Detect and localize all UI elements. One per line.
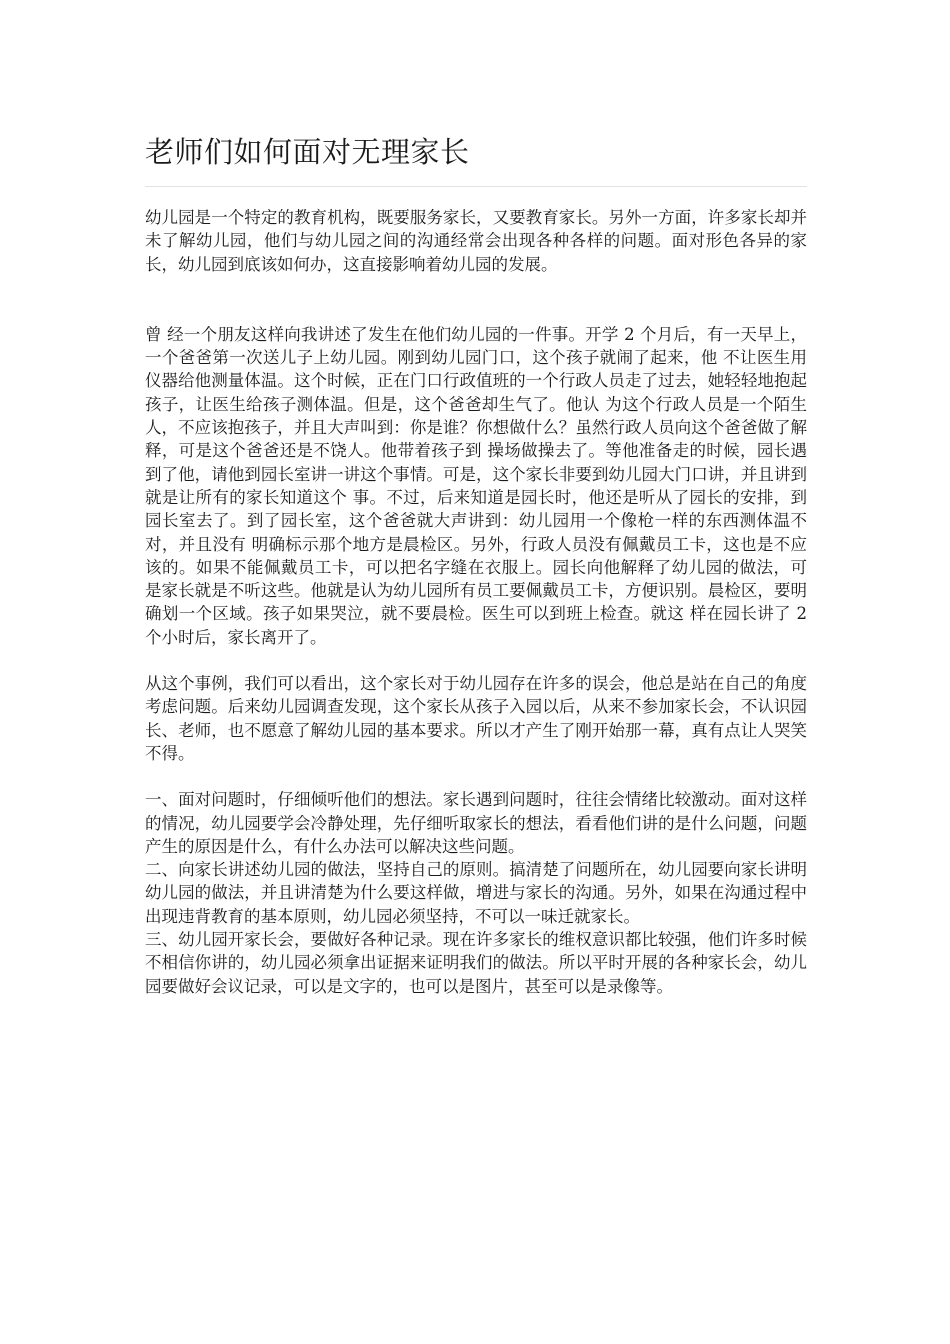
- paragraph-point-2: 二、向家长讲述幼儿园的做法，坚持自己的原则。搞清楚了问题所在，幼儿园要向家长讲明幼儿园的做法，并且讲清楚为什么要这样做，增进与家长的沟通。另外，如果在沟通过程中出现违背教育的基本原则，幼儿园必须坚持，不可以一味迁就家长。: [145, 860, 807, 926]
- paragraph-intro: 幼儿园是一个特定的教育机构，既要服务家长，又要教育家长。另外一方面，许多家长却并未了解幼儿园，他们与幼儿园之间的沟通经常会出现各种各样的问题。面对形色各异的家长，幼儿园到底该如何办，这直接影响着幼儿园的发展。: [145, 208, 807, 274]
- paragraph-spacer: [145, 649, 807, 672]
- title-divider: [145, 186, 807, 187]
- document-body: [145, 206, 807, 998]
- paragraph-spacer: [145, 276, 807, 323]
- paragraph-point-3: 三、幼儿园开家长会，要做好各种记录。现在许多家长的维权意识都比较强，他们许多时候不相信你讲的，幼儿园必须拿出证据来证明我们的做法。所以平时开展的各种家长会，幼儿园要做好会议记录，可以是文字的，也可以是图片，甚至可以是录像等。: [145, 930, 807, 996]
- document-page: [145, 128, 807, 998]
- document-title: 老师们如何面对无理家长: [145, 135, 470, 169]
- paragraph-spacer: [145, 765, 807, 788]
- paragraph-analysis: 从这个事例，我们可以看出，这个家长对于幼儿园存在许多的误会，他总是站在自己的角度考虑问题。后来幼儿园调查发现，这个家长从孩子入园以后，从来不参加家长会，不认识园长、老师，也不愿意了解幼儿园的基本要求。所以才产生了刚开始那一幕，真有点让人哭笑不得。: [145, 674, 807, 763]
- paragraph-story: 曾 经一个朋友这样向我讲述了发生在他们幼儿园的一件事。开学 2 个月后，有一天早上，一个爸爸第一次送儿子上幼儿园。刚到幼儿园门口，这个孩子就闹了起来，他 不让医生用仪器给他测量体温。这个时候，正在门口行政值班的一个行政人员走了过去，她轻轻地抱起孩子，让医生给孩子测体温。但是，这个爸爸却生气了。他认 为这个行政人员是一个陌生人，不应该抱孩子，并且大声叫到：你是谁？你想做什么？虽然行政人员向这个爸爸做了解释，可是这个爸爸还是不饶人。他带着孩子到 操场做操去了。等他准备走的时候，园长遇到了他，请他到园长室讲一讲这个事情。可是，这个家长非要到幼儿园大门口讲，并且讲到就是让所有的家长知道这个 事。不过，后来知道是园长时，他还是听从了园长的安排，到园长室去了。到了园长室，这个爸爸就大声讲到：幼儿园用一个像枪一样的东西测体温不对，并且没有 明确标示那个地方是晨检区。另外，行政人员没有佩戴员工卡，这也是不应该的。如果不能佩戴员工卡，可以把名字缝在衣服上。园长向他解释了幼儿园的做法，可 是家长就是不听这些。他就是认为幼儿园所有员工要佩戴员工卡，方便识别。晨检区，要明确划一个区域。孩子如果哭泣，就不要晨检。医生可以到班上检查。就这 样在园长讲了 2 个小时后，家长离开了。: [145, 324, 807, 647]
- paragraph-point-1: 一、面对问题时，仔细倾听他们的想法。家长遇到问题时，往往会情绪比较激动。面对这样的情况，幼儿园要学会冷静处理，先仔细听取家长的想法，看看他们讲的是什么问题，问题产生的原因是什么，有什么办法可以解决这些问题。: [145, 790, 807, 856]
